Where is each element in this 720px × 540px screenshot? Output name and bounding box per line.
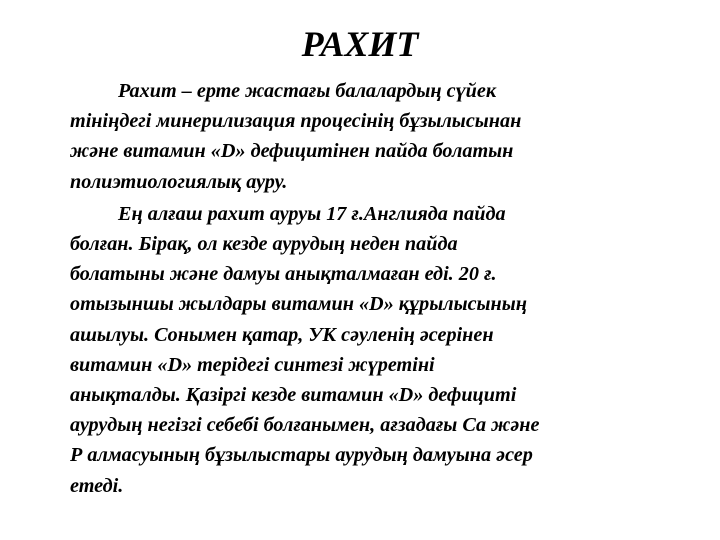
text-line: Рахит – ерте жастағы балалардың сүйек — [118, 80, 497, 102]
slide-body — [70, 76, 690, 503]
text-line: болған. Бірақ, ол кезде аурудың неден пайда — [70, 233, 458, 256]
text-line: Ең алғаш рахит ауруы 17 ғ.Англияда пайда — [118, 202, 506, 225]
text-line: витамин «D» терідегі синтезі жүретіні — [70, 353, 435, 376]
text-line: болатыны және дамуы анықталмаған еді. 20 ғ. — [70, 263, 497, 286]
paragraph-history — [70, 199, 690, 501]
text-line: және витамин «D» дефицитінен пайда болатын — [70, 140, 514, 163]
text-line: етеді. — [70, 474, 124, 497]
text-line: анықталды. Қазіргі кезде витамин «D» дефициті — [70, 384, 517, 407]
paragraph-definition — [70, 76, 690, 197]
slide-title: РАХИТ — [301, 24, 419, 64]
text-line: Р алмасуының бұзылыстары аурудың дамуына әсер — [70, 444, 533, 467]
text-line: тініңдегі минерилизация процесінің бұзылысынан — [70, 110, 522, 133]
text-line: ашылуы. Сонымен қатар, УК сәуленің әсерінен — [70, 323, 494, 346]
text-line: полиэтиологиялық ауру. — [70, 170, 288, 193]
text-line: аурудың негізгі себебі болғанымен, ағзадағы Са және — [70, 414, 540, 437]
text-line: отызыншы жылдары витамин «D» құрылысының — [70, 293, 527, 316]
